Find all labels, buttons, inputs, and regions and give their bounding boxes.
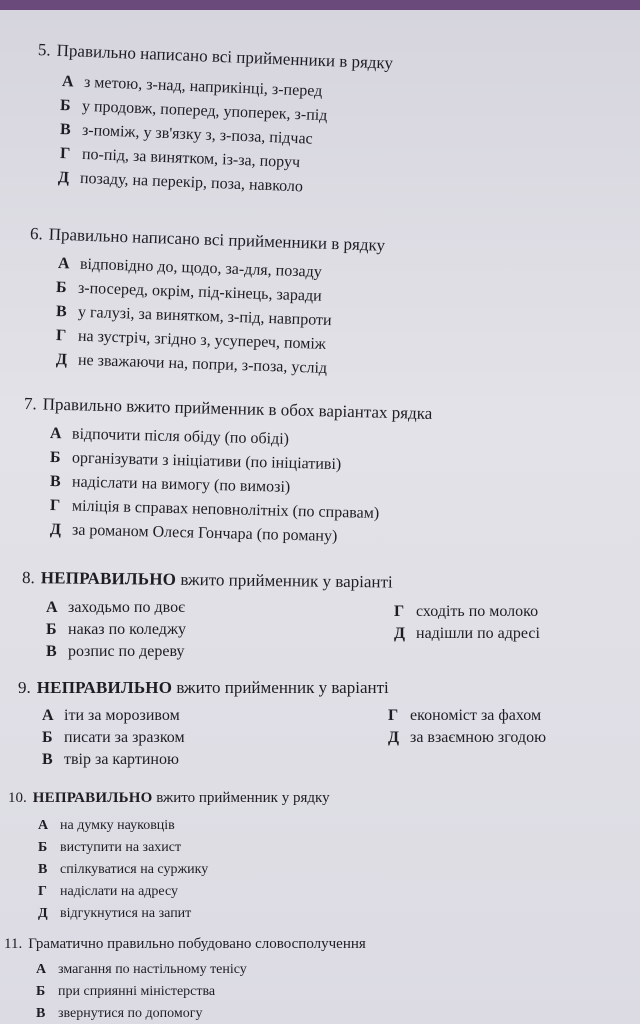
option-g (394, 602, 538, 622)
option-v (36, 1004, 202, 1024)
option-text: міліція в справах неповнолітніх (по справам) (71, 497, 380, 523)
option-b (38, 838, 181, 858)
option-text: у галузі, за винятком, з-під, навпроти (77, 303, 332, 330)
question-number: 10. (8, 790, 27, 806)
question-text: вжито прийменник у варіанті (176, 678, 389, 697)
question-number: 7. (23, 394, 37, 414)
option-text: відгукнутися на запит (60, 906, 192, 921)
option-text: надіслати на адресу (60, 884, 179, 899)
option-text: з метою, з-над, наприкінці, з-перед (83, 73, 323, 100)
question-stem (4, 934, 366, 954)
question-stem (38, 40, 394, 74)
option-g (38, 882, 178, 902)
option-v (50, 472, 291, 498)
option-letter: А (49, 425, 62, 443)
option-v (46, 642, 184, 662)
question-stem (22, 568, 393, 593)
option-d (58, 168, 304, 197)
question-number: 9. (18, 678, 31, 697)
option-letter: Б (46, 621, 57, 638)
question-stem (30, 224, 386, 256)
option-letter: А (36, 962, 47, 977)
option-letter: В (38, 862, 48, 877)
option-letter: Д (49, 521, 62, 539)
option-text: виступити на захист (60, 840, 182, 855)
option-text: економіст за фахом (410, 707, 542, 724)
question-text: Правильно вжито прийменник в обох варіантах рядка (42, 394, 433, 423)
question-emphasis: НЕПРАВИЛЬНО (40, 568, 177, 589)
textbook-page (0, 10, 640, 1024)
option-text: заходьмо по двоє (68, 599, 185, 616)
option-d (50, 520, 338, 547)
option-v (38, 860, 208, 880)
option-g (50, 496, 380, 524)
option-text: організувати з ініціативи (по ініціативі) (71, 449, 342, 474)
option-letter: В (55, 303, 67, 321)
question-stem (24, 394, 433, 424)
question-text: вжито прийменник у рядку (156, 790, 330, 806)
option-text: з-поміж, у зв'язку з, з-поза, підчас (81, 121, 314, 148)
option-text: наказ по коледжу (68, 621, 186, 638)
option-letter: Б (38, 840, 48, 855)
question-stem (8, 788, 330, 808)
option-g (388, 706, 541, 726)
option-text: твір за картиною (64, 751, 179, 768)
option-b (50, 448, 342, 475)
option-text: іти за морозивом (64, 707, 180, 724)
option-b (46, 620, 186, 640)
option-letter: В (46, 643, 57, 660)
option-letter: А (57, 255, 70, 273)
option-v (42, 750, 179, 770)
option-letter: Г (38, 884, 47, 899)
option-letter: Д (388, 729, 400, 746)
option-letter: Г (394, 603, 405, 620)
option-letter: В (42, 751, 53, 768)
option-letter: Д (57, 169, 70, 187)
option-text: на зустріч, згідно з, усупереч, поміж (77, 327, 327, 353)
option-text: по-під, за винятком, із-за, поруч (81, 145, 301, 172)
option-letter: А (46, 599, 58, 616)
option-letter: А (38, 818, 49, 833)
option-text: змагання по настільному тенісу (58, 962, 247, 977)
option-letter: Г (49, 497, 61, 515)
option-text: надіслати на вимогу (по вимозі) (71, 473, 291, 496)
question-text: вжито прийменник у варіанті (180, 569, 393, 592)
option-letter: Б (55, 279, 67, 297)
option-text: при сприянні міністерства (58, 984, 216, 999)
question-number: 5. (37, 40, 52, 60)
option-letter: В (36, 1006, 46, 1021)
question-emphasis: НЕПРАВИЛЬНО (32, 790, 153, 806)
option-letter: Д (55, 351, 68, 369)
option-text: надішли по адресі (416, 625, 540, 642)
option-letter: Г (55, 327, 67, 345)
option-letter: Г (59, 145, 71, 163)
option-a (46, 598, 185, 618)
option-text: на думку науковців (60, 818, 175, 833)
question-text: Граматично правильно побудовано словосполучення (28, 936, 366, 952)
option-d (388, 728, 546, 748)
option-text: писати за зразком (64, 729, 185, 746)
option-a (36, 960, 247, 980)
option-text: спілкуватися на суржику (60, 862, 209, 877)
question-stem (18, 678, 389, 698)
option-text: відпочити після обіду (по обіді) (71, 425, 290, 448)
option-letter: Б (42, 729, 53, 746)
option-a (50, 424, 289, 450)
option-a (38, 816, 175, 836)
option-text: позаду, на перекір, поза, навколо (79, 169, 304, 196)
option-letter: Г (388, 707, 399, 724)
option-text: сходіть по молоко (416, 603, 539, 620)
option-a (42, 706, 180, 726)
option-d (38, 904, 191, 924)
option-letter: Б (49, 449, 61, 467)
option-text: не зважаючи на, попри, з-поза, услід (77, 351, 328, 377)
option-text: розпис по дереву (68, 643, 185, 660)
option-letter: Б (36, 984, 46, 999)
option-letter: Д (38, 906, 48, 921)
option-text: у продовж, поперед, упоперек, з-під (81, 97, 328, 125)
option-d (394, 624, 540, 644)
option-text: за взаємною згодою (410, 729, 547, 746)
question-number: 8. (21, 568, 35, 588)
question-text: Правильно написано всі прийменники в рядку (48, 224, 386, 255)
question-text: Правильно написано всі прийменники в рядку (56, 40, 394, 73)
option-text: за романом Олеся Гончара (по роману) (71, 521, 338, 546)
option-text: відповідно до, щодо, за-для, позаду (79, 255, 323, 281)
option-letter: В (59, 121, 72, 139)
question-number: 11. (4, 936, 23, 952)
option-letter: А (42, 707, 54, 724)
option-letter: А (61, 73, 74, 91)
option-d (56, 350, 328, 379)
question-number: 6. (29, 224, 44, 244)
option-text: звернутися по допомогу (58, 1006, 203, 1021)
option-letter: В (49, 473, 61, 491)
option-letter: Б (59, 97, 71, 115)
option-letter: Д (394, 625, 406, 642)
question-emphasis: НЕПРАВИЛЬНО (36, 678, 173, 697)
option-b (36, 982, 215, 1002)
option-text: з-посеред, окрім, під-кінець, заради (77, 279, 322, 305)
option-b (42, 728, 185, 748)
